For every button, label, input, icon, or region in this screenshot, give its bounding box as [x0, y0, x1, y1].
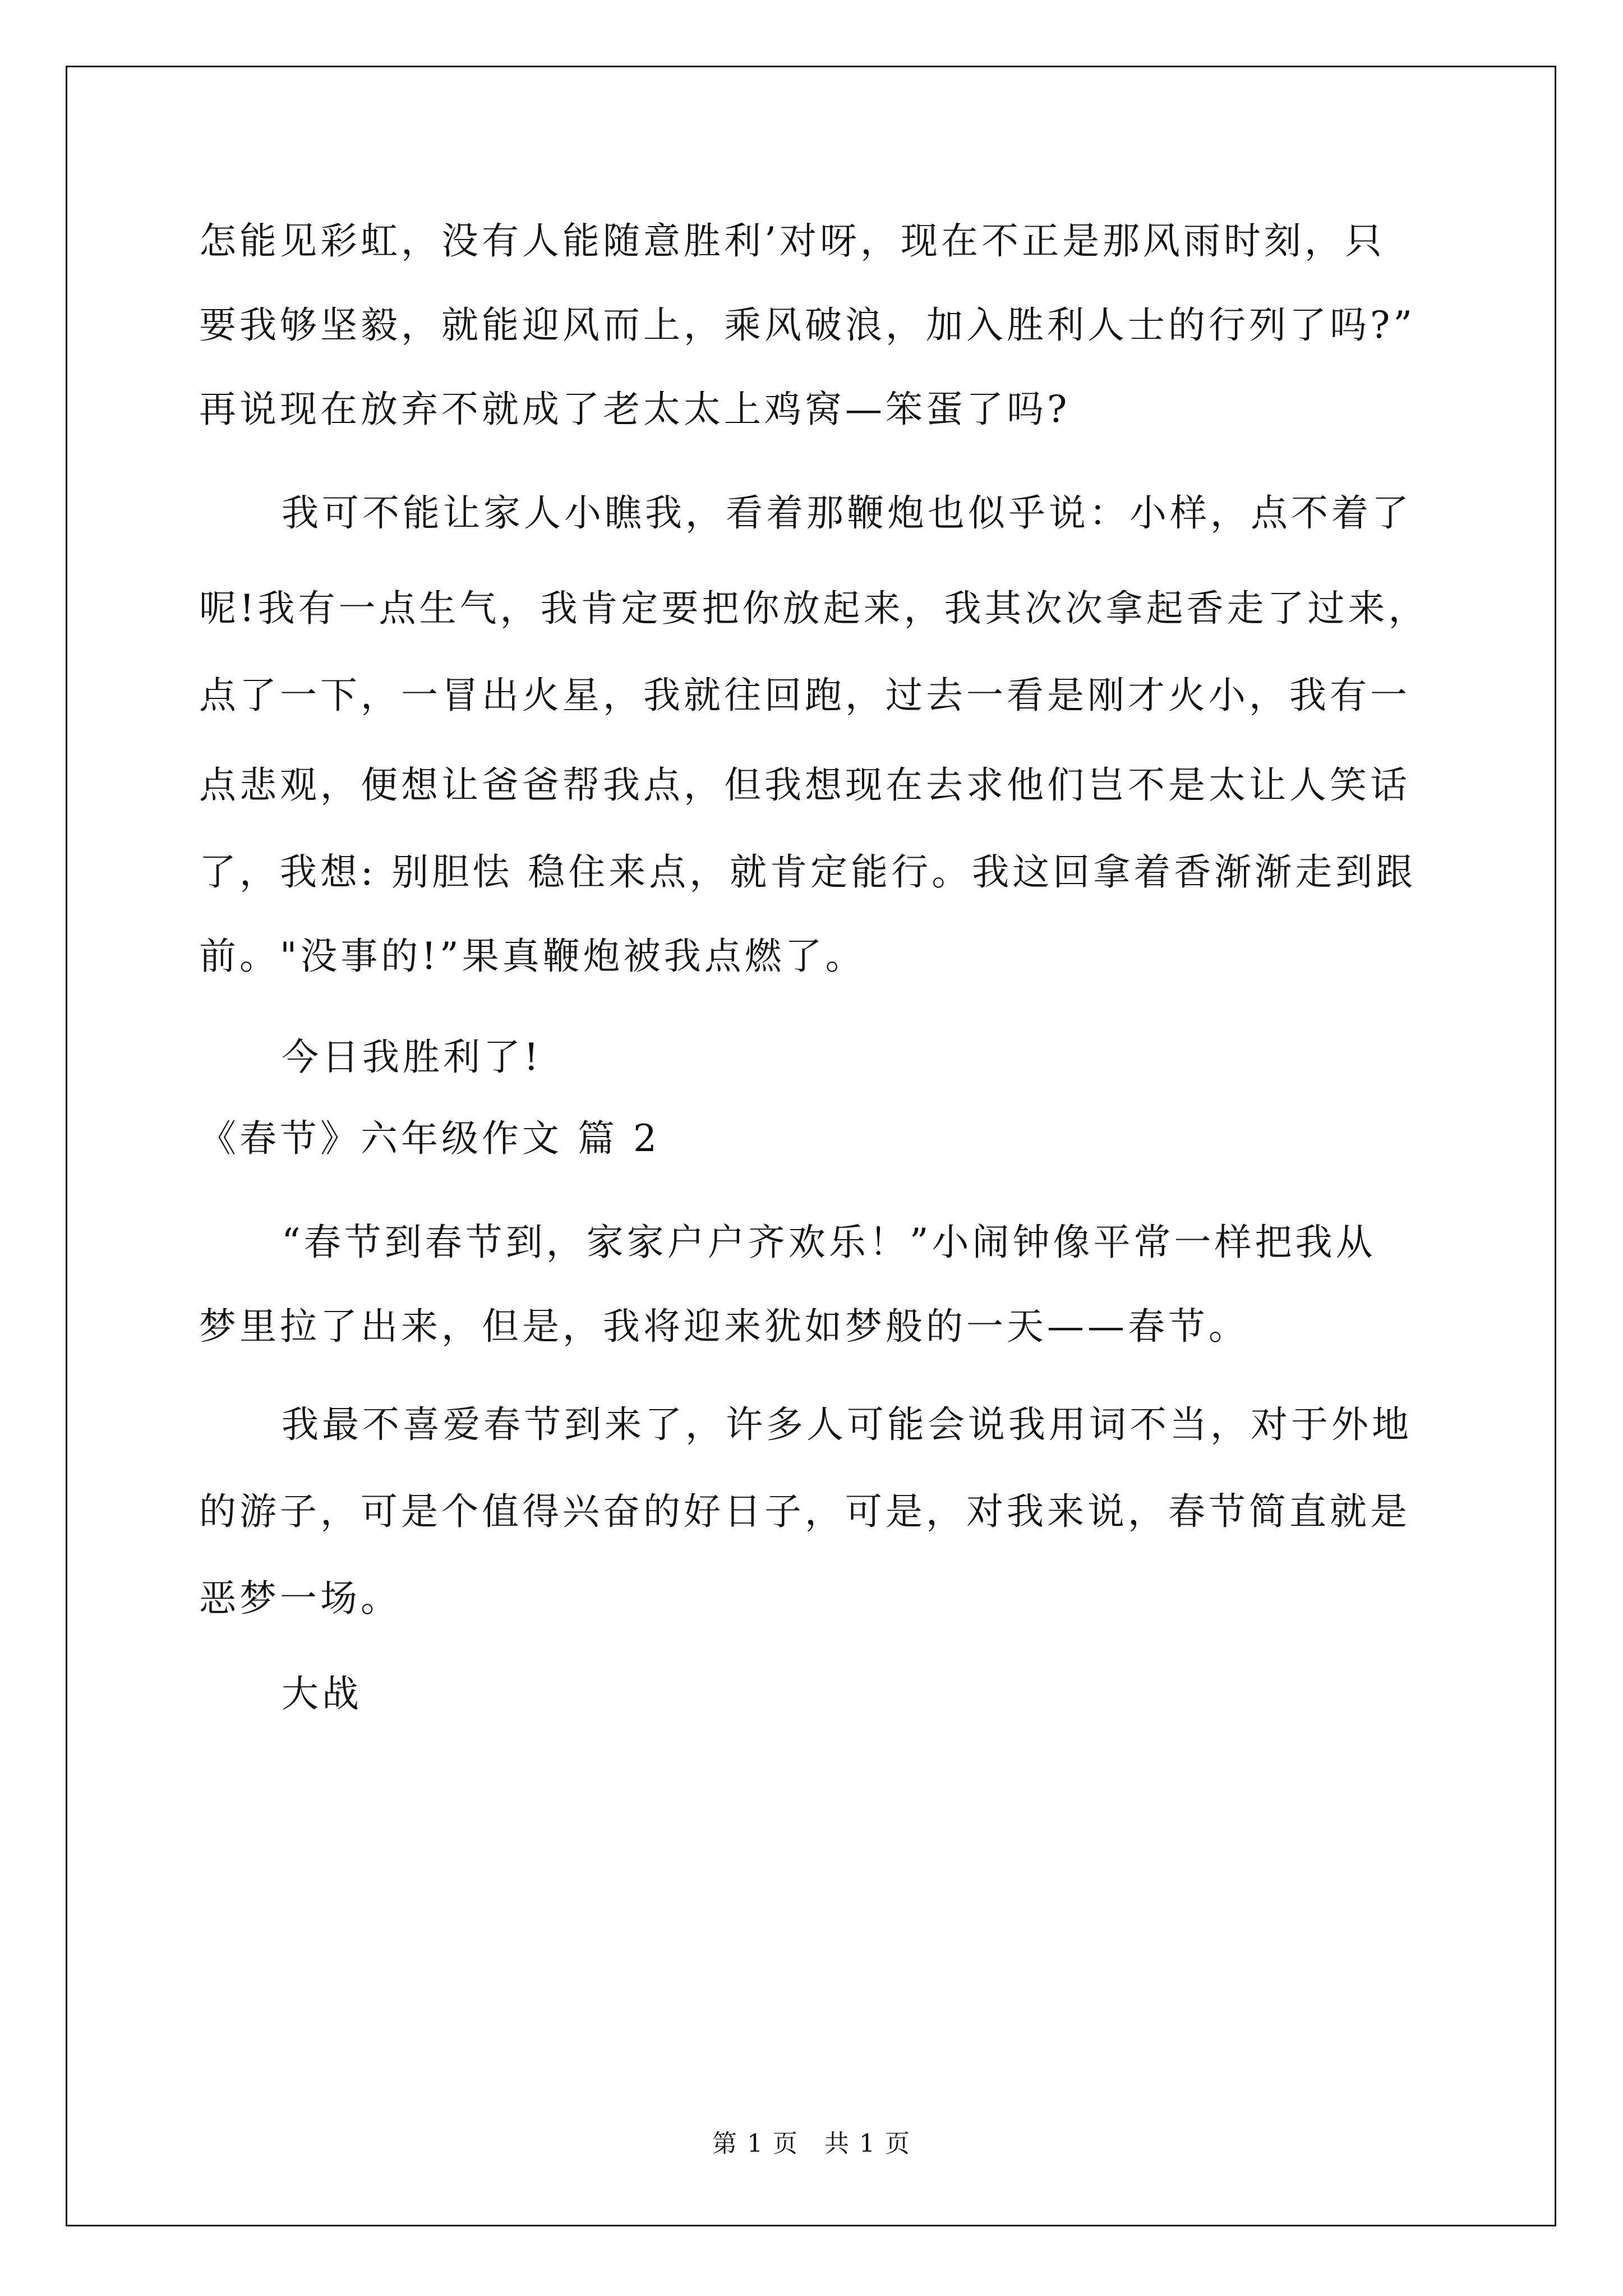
text-line-13: 梦里拉了出来，但是，我将迎来犹如梦般的一天——春节。 [199, 1305, 1249, 1348]
text-line-10: 今日我胜利了! [282, 1036, 542, 1079]
text-line-14: 我最不喜爱春节到来了，许多人可能会说我用词不当，对于外地 [282, 1403, 1412, 1446]
text-line-1: 怎能见彩虹，没有人能随意胜利’对呀，现在不正是那风雨时刻，只 [199, 219, 1385, 263]
text-line-7: 点悲观，便想让爸爸帮我点，但我想现在去求他们岂不是太让人笑话 [199, 763, 1410, 807]
text-line-4: 我可不能让家人小瞧我，看着那鞭炮也似乎说：小样，点不着了 [282, 491, 1412, 535]
text-line-9: 前。"没事的!”果真鞭炮被我点燃了。 [199, 935, 866, 978]
section-heading: 《春节》六年级作文 篇 2 [199, 1117, 660, 1160]
text-line-2: 要我够坚毅，就能迎风而上，乘风破浪，加入胜利人士的行列了吗?” [199, 303, 1416, 347]
text-line-8: 了，我想: 别胆怯 稳住来点，就肯定能行。我这回拿着香渐渐走到跟 [199, 850, 1417, 894]
text-line-12: “春节到春节到，家家户户齐欢乐！”小闹钟像平常一样把我从 [282, 1221, 1376, 1264]
text-line-3: 再说现在放弃不就成了老太太上鸡窝—笨蛋了吗? [199, 388, 1071, 431]
text-line-6: 点了一下，一冒出火星，我就往回跑，过去一看是刚才火小，我有一 [199, 674, 1410, 717]
text-line-15: 的游子，可是个值得兴奋的好日子，可是，对我来说，春节简直就是 [199, 1490, 1410, 1533]
text-line-5: 呢!我有一点生气，我肯定要把你放起来，我其次次拿起香走了过来， [199, 587, 1429, 630]
text-line-16: 恶梦一场。 [199, 1577, 401, 1620]
text-line-17: 大战 [282, 1672, 362, 1715]
page-footer: 第 1 页 共 1 页 [712, 2129, 911, 2158]
